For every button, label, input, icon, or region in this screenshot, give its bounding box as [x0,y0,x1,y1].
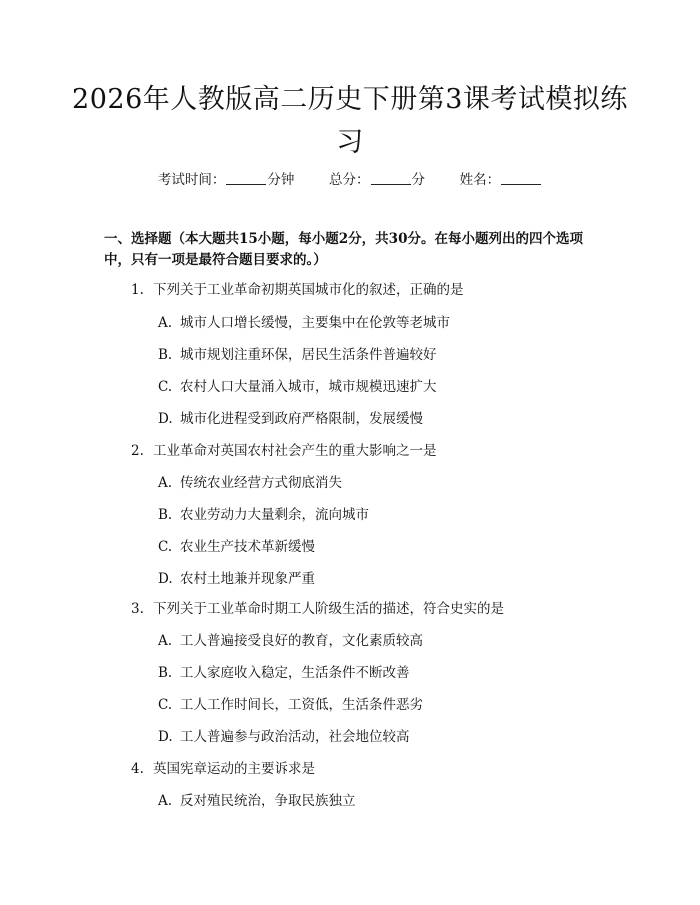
name-blank [501,172,541,185]
option-2c: C. 农业生产技术革新缓慢 [158,539,315,555]
question-text: 工业革命对英国农村社会产生的重大影响之一是 [153,443,437,459]
question-number: 1. [131,282,144,298]
question-4 [131,760,315,778]
score-label: 总分： [329,172,370,188]
option-2b: B. 农业劳动力大量剩余，流向城市 [158,507,369,523]
time-unit: 分钟 [267,172,295,188]
question-text: 英国宪章运动的主要诉求是 [153,761,315,777]
option-2a: A. 传统农业经营方式彻底消失 [158,475,342,491]
question-number: 2. [131,443,144,459]
option-1c: C. 农村人口大量涌入城市，城市规模迅速扩大 [158,379,437,395]
time-label: 考试时间： [157,172,226,188]
question-3 [131,600,504,618]
question-text: 下列关于工业革命初期英国城市化的叙述，正确的是 [153,282,464,298]
score-blank [371,172,411,185]
option-2d: D. 农村土地兼并现象严重 [158,571,315,587]
question-1 [131,281,464,299]
question-number: 4. [131,761,144,777]
question-text: 下列关于工业革命时期工人阶级生活的描述，符合史实的是 [153,601,504,617]
question-2 [131,442,437,460]
section-heading: 一、选择题（本大题共15小题，每小题2分，共30分。在每小题列出的四个选项中，只有一项是最符合题目要求的。） [104,231,583,268]
exam-info-line [0,168,700,188]
option-1a: A. 城市人口增长缓慢，主要集中在伦敦等老城市 [158,315,450,331]
option-4a: A. 反对殖民统治，争取民族独立 [158,793,356,809]
time-blank [226,172,266,185]
page-title: 2026年人教版高二历史下册第3课考试模拟练习 [72,84,628,158]
score-unit: 分 [411,172,425,188]
option-3a: A. 工人普遍接受良好的教育，文化素质较高 [158,633,423,649]
option-1b: B. 城市规划注重环保，居民生活条件普遍较好 [158,347,437,363]
option-3d: D. 工人普遍参与政治活动，社会地位较高 [158,729,410,745]
option-1d: D. 城市化进程受到政府严格限制，发展缓慢 [158,411,423,427]
option-3c: C. 工人工作时间长，工资低，生活条件恶劣 [158,697,423,713]
question-number: 3. [131,601,144,617]
name-label: 姓名： [459,172,501,188]
option-3b: B. 工人家庭收入稳定，生活条件不断改善 [158,665,410,681]
